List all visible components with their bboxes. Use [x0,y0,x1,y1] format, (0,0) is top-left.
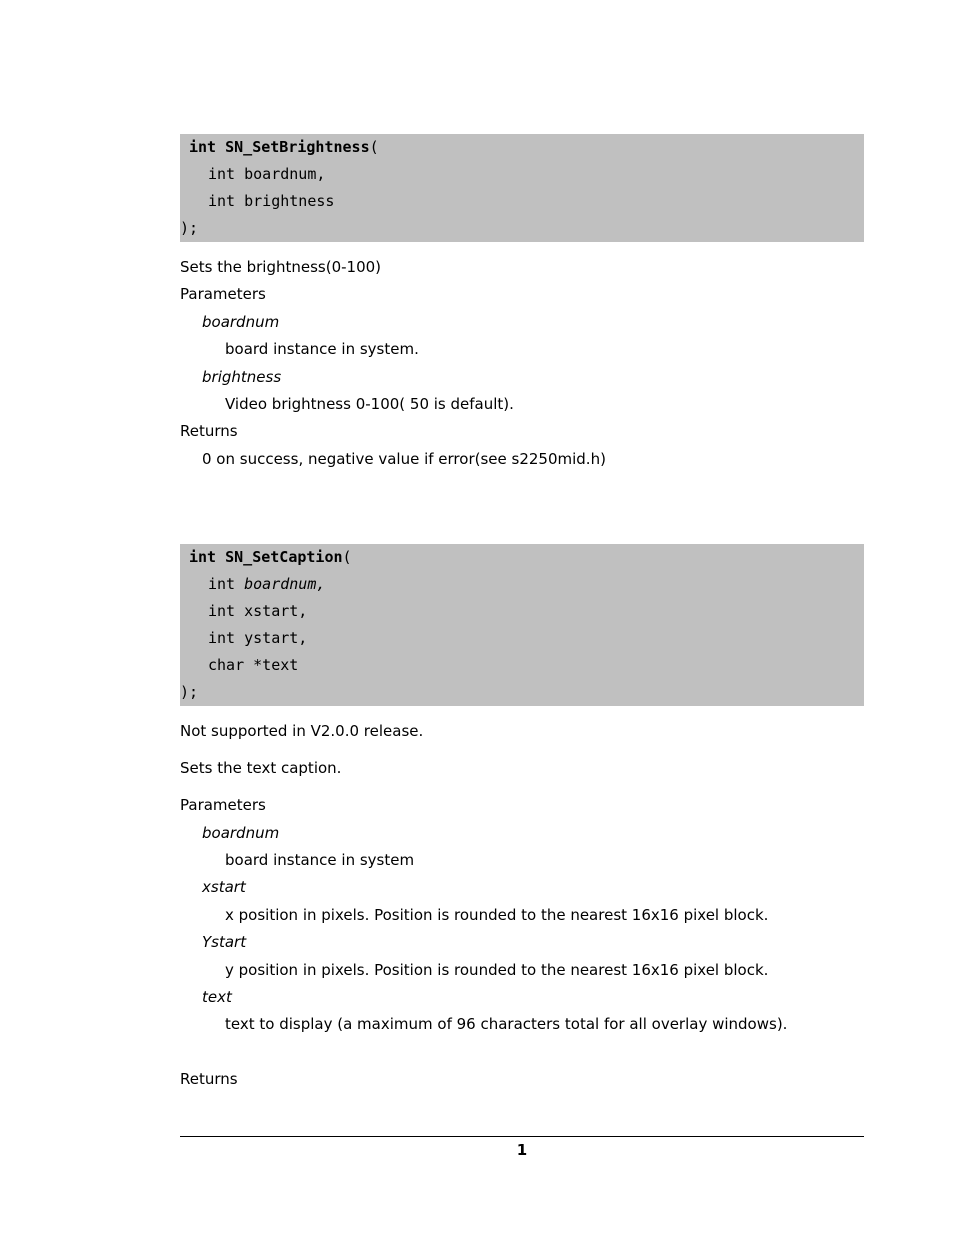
code-close: ); [180,683,199,701]
param-name: Ystart [202,933,247,951]
function-name: SN_SetBrightness [225,138,370,156]
arg-name: boardnum, [244,575,326,593]
function-signature [180,134,864,161]
release-note: Not supported in V2.0.0 release. [180,722,424,740]
code-block-set-caption [180,544,864,706]
code-close: ); [180,219,199,237]
param-name: brightness [202,368,282,386]
parameters-heading: Parameters [180,285,266,303]
returns-heading: Returns [180,1070,238,1088]
open-paren: ( [342,548,352,566]
function-description: Sets the text caption. [180,759,342,777]
param-description: board instance in system [225,851,415,869]
return-type: int [189,138,217,156]
param-description: Video brightness 0-100( 50 is default). [225,395,514,413]
param-name: boardnum [202,313,280,331]
param-name: xstart [202,878,246,896]
param-name: text [202,988,232,1006]
code-arg: int brightness [208,192,335,210]
param-description: y position in pixels. Position is rounded to the nearest 16x16 pixel block. [225,961,769,979]
footer-rule [180,1136,864,1137]
return-type: int [189,548,217,566]
param-name: boardnum [202,824,280,842]
function-description: Sets the brightness(0-100) [180,258,382,276]
code-arg: int ystart, [208,629,308,647]
code-arg: int xstart, [208,602,308,620]
parameters-heading: Parameters [180,796,266,814]
returns-heading: Returns [180,422,238,440]
code-arg: char *text [208,656,299,674]
param-description: text to display (a maximum of 96 characters total for all overlay windows). [225,1015,788,1033]
code-block-set-brightness [180,134,864,242]
param-description: board instance in system. [225,340,419,358]
arg-type: int [208,575,236,593]
code-arg [180,571,864,598]
function-signature [180,544,864,571]
returns-description: 0 on success, negative value if error(see s2250mid.h) [202,450,606,468]
code-arg: int boardnum, [208,165,326,183]
open-paren: ( [369,138,379,156]
param-description: x position in pixels. Position is rounded to the nearest 16x16 pixel block. [225,906,769,924]
function-name: SN_SetCaption [225,548,343,566]
page-number: 1 [516,1141,528,1159]
